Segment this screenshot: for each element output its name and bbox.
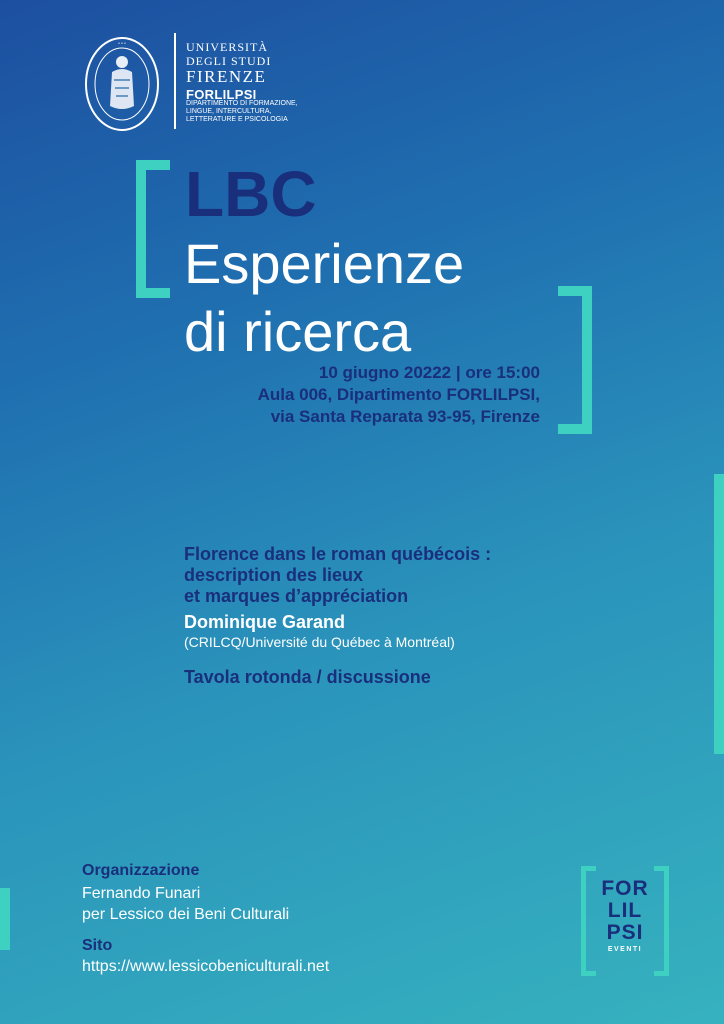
- university-seal-icon: [84, 36, 160, 132]
- organizer-affiliation: per Lessico dei Beni Culturali: [82, 906, 290, 923]
- right-edge-bar: [714, 474, 724, 754]
- department-line: DIPARTIMENTO DI FORMAZIONE,: [186, 100, 298, 107]
- logo-word: LIL: [607, 899, 643, 922]
- logo-divider: [174, 33, 176, 129]
- logo-subtitle: EVENTI: [607, 946, 643, 953]
- department-line: LETTERATURE E PSICOLOGIA: [186, 116, 288, 123]
- site-link[interactable]: https://www.lessicobeniculturali.net: [82, 958, 330, 975]
- organizer-name: Fernando Funari: [82, 885, 201, 902]
- event-address: via Santa Reparata 93-95, Firenze: [270, 407, 540, 426]
- talk-title-line: description des lieux: [184, 565, 364, 585]
- logo-word: PSI: [606, 921, 644, 944]
- university-city: FIRENZE: [186, 67, 267, 86]
- talk-title-line: et marques d’appréciation: [184, 586, 409, 606]
- site-label: Sito: [82, 937, 113, 954]
- event-date-time: 10 giugno 20222 | ore 15:00: [318, 363, 540, 382]
- speaker-name: Dominique Garand: [184, 612, 346, 632]
- right-bracket-decoration: [558, 286, 592, 434]
- department-name: FORLILPSI: [186, 87, 257, 102]
- organization-label: Organizzazione: [82, 862, 200, 879]
- speaker-affiliation: (CRILCQ/Université du Québec à Montréal): [184, 634, 455, 650]
- forlilpsi-eventi-logo: [581, 866, 669, 970]
- university-name-line: DEGLI STUDI: [186, 54, 272, 68]
- svg-text:• • •: • • •: [118, 42, 126, 47]
- round-table-label: Tavola rotonda / discussione: [184, 667, 431, 687]
- department-line: LINGUE, INTERCULTURA,: [186, 108, 272, 115]
- talk-title-line: Florence dans le roman québécois :: [184, 544, 492, 564]
- title-acronym: LBC: [185, 158, 317, 230]
- title-line: Esperienze: [184, 232, 465, 295]
- logo-word: FOR: [601, 877, 649, 900]
- university-name-line: UNIVERSITÀ: [186, 40, 268, 54]
- left-edge-bar: [0, 888, 10, 950]
- left-bracket-decoration: [136, 160, 170, 298]
- title-line: di ricerca: [184, 300, 412, 363]
- event-room: Aula 006, Dipartimento FORLILPSI,: [257, 385, 540, 404]
